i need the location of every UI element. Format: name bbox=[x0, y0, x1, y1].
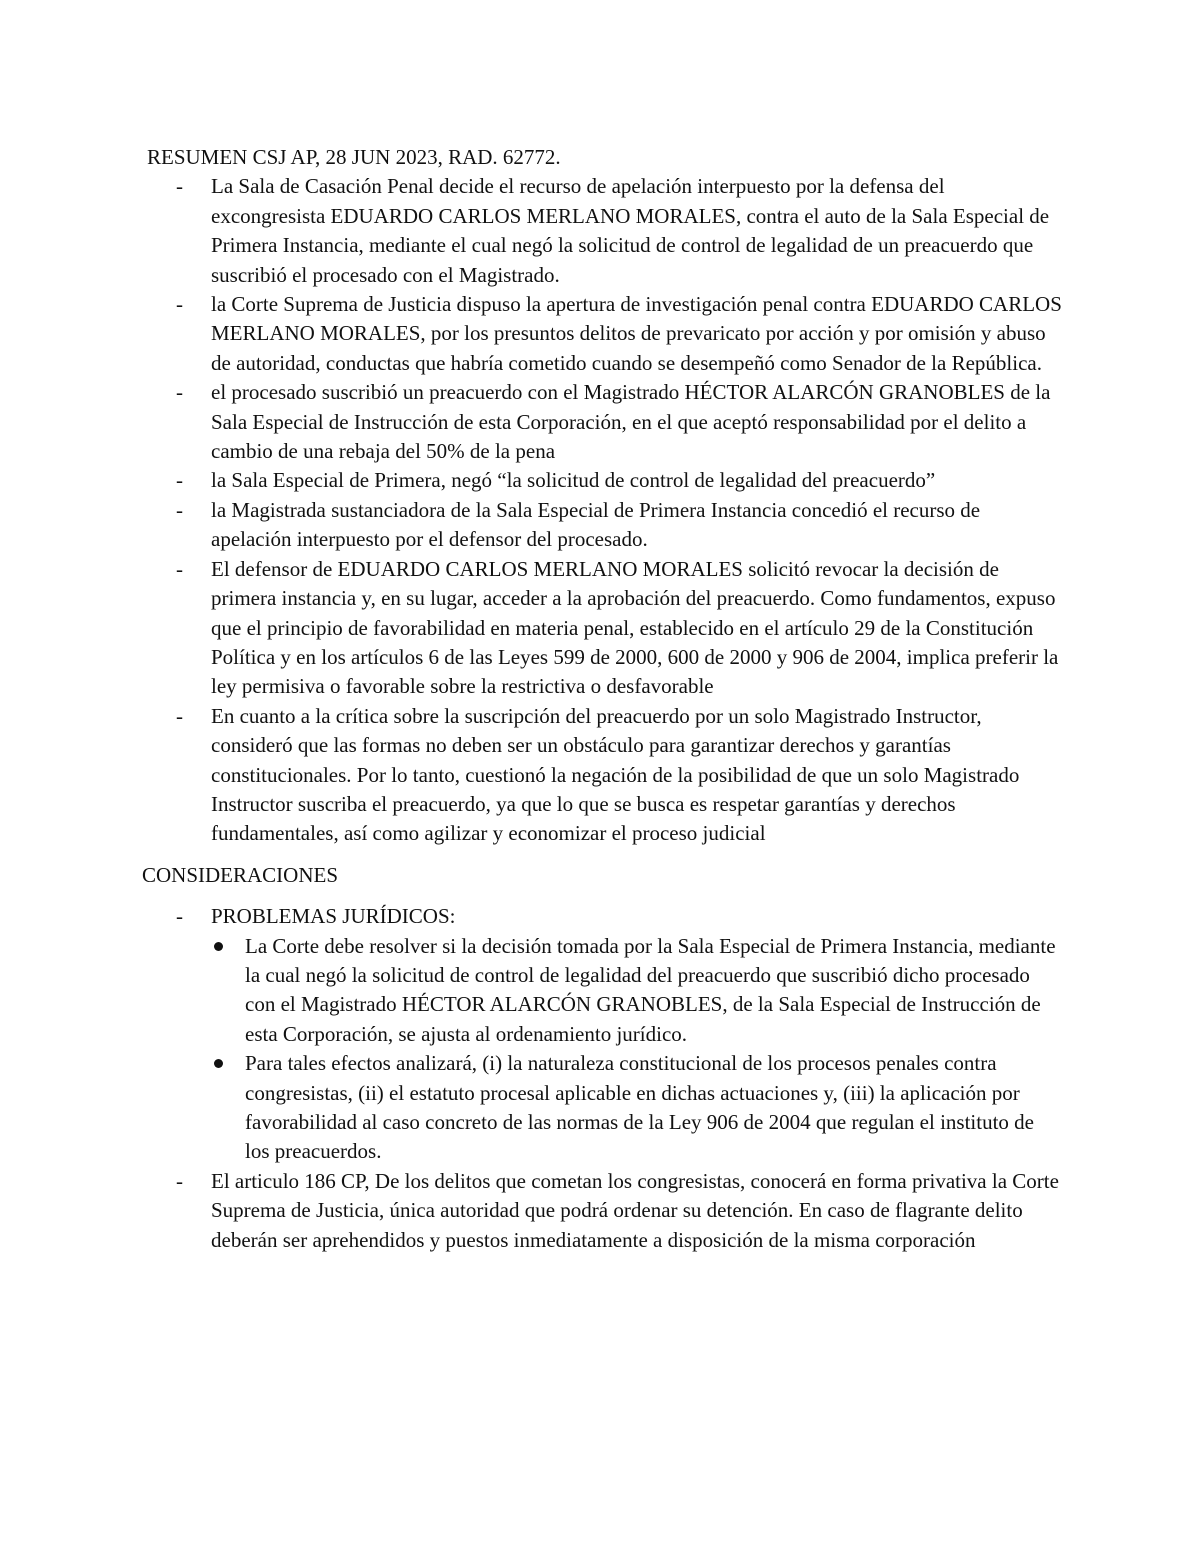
document-title: RESUMEN CSJ AP, 28 JUN 2023, RAD. 62772. bbox=[147, 145, 561, 169]
summary-item-text: En cuanto a la crítica sobre la suscripción del preacuerdo por un solo Magistrado Instructor, consideró que las formas no deben ser un obstáculo para garantizar derechos y garantías constitucionales. Por lo tanto, cuestionó la negación de la posibilidad de que un solo Magistrado Instructor suscriba el preacuerdo, ya que lo que se busca es respetar garantías y derechos fundamentales, así como agilizar y economizar el proceso judicial bbox=[211, 703, 1020, 846]
dash-marker: - bbox=[176, 292, 183, 317]
summary-item bbox=[142, 496, 1062, 555]
problem-bullet-item bbox=[211, 1049, 1062, 1167]
dash-marker: - bbox=[176, 468, 183, 493]
dash-marker: - bbox=[176, 556, 183, 581]
summary-item bbox=[142, 378, 1062, 466]
considerations-heading: CONSIDERACIONES bbox=[142, 862, 339, 887]
problems-bullet-list bbox=[211, 932, 1062, 1167]
problem-text: Para tales efectos analizará, (i) la naturaleza constitucional de los procesos penales contra congresistas, (ii) el estatuto procesal aplicable en dichas actuaciones y, (iii) la aplicación por favorabilidad al caso concreto de las normas de la Ley 906 de 2004 que regulan el instituto de los preacuerdos. bbox=[245, 1051, 1034, 1164]
dash-marker: - bbox=[176, 380, 183, 405]
summary-item bbox=[142, 555, 1062, 702]
dash-marker: - bbox=[176, 497, 183, 522]
summary-item-text: la Magistrada sustanciadora de la Sala Especial de Primera Instancia concedió el recurso de apelación interpuesto por el defensor del procesado. bbox=[211, 497, 981, 552]
summary-item-text: El defensor de EDUARDO CARLOS MERLANO MORALES solicitó revocar la decisión de primera instancia y, en su lugar, acceder a la aprobación del preacuerdo. Como fundamentos, expuso que el principio de favorabilidad en materia penal, establecido en el artículo 29 de la Constitución Política y en los artículos 6 de las Leyes 599 de 2000, 600 de 2000 y 906 de 2004, implica preferir la ley permisiva o favorable sobre la restrictiva o desfavorable bbox=[211, 556, 1059, 699]
bullet-dot-icon bbox=[214, 942, 223, 951]
article-item-text: El articulo 186 CP, De los delitos que cometan los congresistas, conocerá en forma privativa la Corte Suprema de Justicia, única autoridad que podrá ordenar su detención. En caso de flagrante delito deberán ser aprehendidos y puestos inmediatamente a disposición de la misma corporación bbox=[211, 1168, 1059, 1252]
problems-heading: PROBLEMAS JURÍDICOS: bbox=[211, 904, 456, 929]
dash-marker: - bbox=[176, 904, 183, 929]
bullet-dot-icon bbox=[214, 1059, 223, 1068]
dash-marker: - bbox=[176, 1168, 183, 1193]
summary-list bbox=[142, 172, 1062, 848]
dash-marker: - bbox=[176, 703, 183, 728]
problem-bullet-item bbox=[211, 932, 1062, 1050]
article-item bbox=[142, 1167, 1062, 1255]
summary-item bbox=[142, 466, 1062, 495]
problems-item bbox=[142, 902, 1062, 1167]
summary-item bbox=[142, 702, 1062, 849]
summary-item-text: el procesado suscribió un preacuerdo con el Magistrado HÉCTOR ALARCÓN GRANOBLES de la Sala Especial de Instrucción de esta Corporación, en el que aceptó responsabilidad por el delito a cambio de una rebaja del 50% de la pena bbox=[211, 380, 1051, 464]
summary-item-text: La Sala de Casación Penal decide el recurso de apelación interpuesto por la defensa del excongresista EDUARDO CARLOS MERLANO MORALES, contra el auto de la Sala Especial de Primera Instancia, mediante el cual negó la solicitud de control de legalidad de un preacuerdo que suscribió el procesado con el Magistrado. bbox=[211, 174, 1050, 287]
summary-item bbox=[142, 172, 1062, 290]
summary-item-text: la Sala Especial de Primera, negó “la solicitud de control de legalidad del preacuerdo” bbox=[211, 468, 936, 493]
problem-text: La Corte debe resolver si la decisión tomada por la Sala Especial de Primera Instancia, mediante la cual negó la solicitud de control de legalidad del preacuerdo que suscribió dicho procesado con el Magistrado HÉCTOR ALARCÓN GRANOBLES, de la Sala Especial de Instrucción de esta Corporación, se ajusta al ordenamiento jurídico. bbox=[245, 933, 1056, 1046]
summary-item bbox=[142, 290, 1062, 378]
considerations-list bbox=[142, 902, 1062, 1255]
document-body bbox=[142, 143, 1062, 1255]
summary-item-text: la Corte Suprema de Justicia dispuso la apertura de investigación penal contra EDUARDO CARLOS MERLANO MORALES, por los presuntos delitos de prevaricato por acción y por omisión y abuso de autoridad, conductas que habría cometido cuando se desempeñó como Senador de la República. bbox=[211, 292, 1062, 375]
dash-marker: - bbox=[176, 174, 183, 199]
